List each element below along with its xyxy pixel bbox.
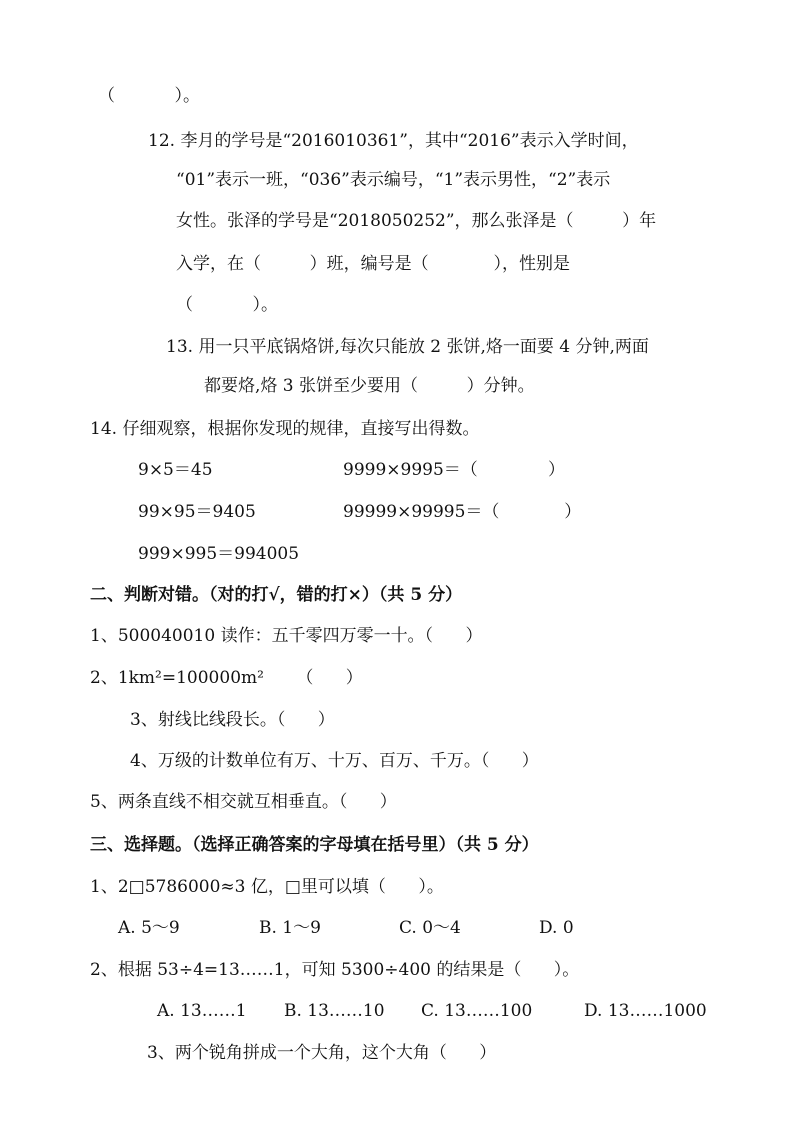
choice-3-question: 3、两个锐角拼成一个大角，这个大角（ ） [147, 1043, 497, 1063]
choice-2-option-c: C. 13……100 [421, 1001, 533, 1021]
choice-2-question: 2、根据 53÷4=13……1，可知 5300÷400 的结果是（ ）。 [90, 960, 580, 980]
question-14-title: 14. 仔细观察，根据你发现的规律，直接写出得数。 [90, 419, 480, 439]
question-12-line-2: “01”表示一班，“036”表示编号，“1”表示男性，“2”表示 [176, 170, 611, 190]
text-line-1: （ ）。 [98, 86, 200, 106]
section-3-title: 三、选择题。（选择正确答案的字母填在括号里）（共 5 分） [90, 835, 539, 855]
choice-1-option-d: D. 0 [539, 918, 574, 938]
question-12-line-4: 入学，在（ ）班，编号是（ ），性别是 [176, 254, 570, 274]
pattern-3: 999×995＝994005 [138, 544, 300, 564]
question-13-line-1: 13. 用一只平底锅烙饼,每次只能放 2 张饼,烙一面要 4 分钟,两面 [166, 337, 649, 357]
judge-4: 4、万级的计数单位有万、十万、百万、千万。（ ） [130, 751, 539, 771]
section-2-title: 二、判断对错。（对的打√，错的打×）（共 5 分） [90, 585, 463, 605]
choice-2-option-a: A. 13……1 [157, 1001, 247, 1021]
judge-2: 2、1km²=100000m² （ ） [90, 668, 363, 688]
pattern-2: 99×95＝9405 [138, 502, 256, 522]
choice-2-option-d: D. 13……1000 [584, 1001, 707, 1021]
choice-1-option-a: A. 5～9 [118, 918, 180, 938]
pattern-answer-2: 99999×99995＝（ ） [343, 502, 582, 522]
pattern-answer-1: 9999×9995＝（ ） [343, 460, 566, 480]
choice-1-option-b: B. 1～9 [259, 918, 321, 938]
choice-1-question: 1、2□5786000≈3 亿，□里可以填（ ）。 [90, 877, 444, 897]
judge-5: 5、两条直线不相交就互相垂直。（ ） [90, 792, 397, 812]
choice-2-option-b: B. 13……10 [284, 1001, 385, 1021]
choice-1-option-c: C. 0～4 [399, 918, 461, 938]
judge-3: 3、射线比线段长。（ ） [130, 710, 335, 730]
question-12-line-1: 12. 李月的学号是“2016010361”，其中“2016”表示入学时间， [148, 131, 639, 151]
question-12-line-5: （ ）。 [176, 295, 278, 315]
pattern-1: 9×5＝45 [138, 460, 213, 480]
question-12-line-3: 女性。张泽的学号是“2018050252”，那么张泽是（ ）年 [176, 211, 657, 231]
question-13-line-2: 都要烙,烙 3 张饼至少要用（ ）分钟。 [204, 376, 535, 396]
judge-1: 1、500040010 读作：五千零四万零一十。（ ） [90, 626, 483, 646]
